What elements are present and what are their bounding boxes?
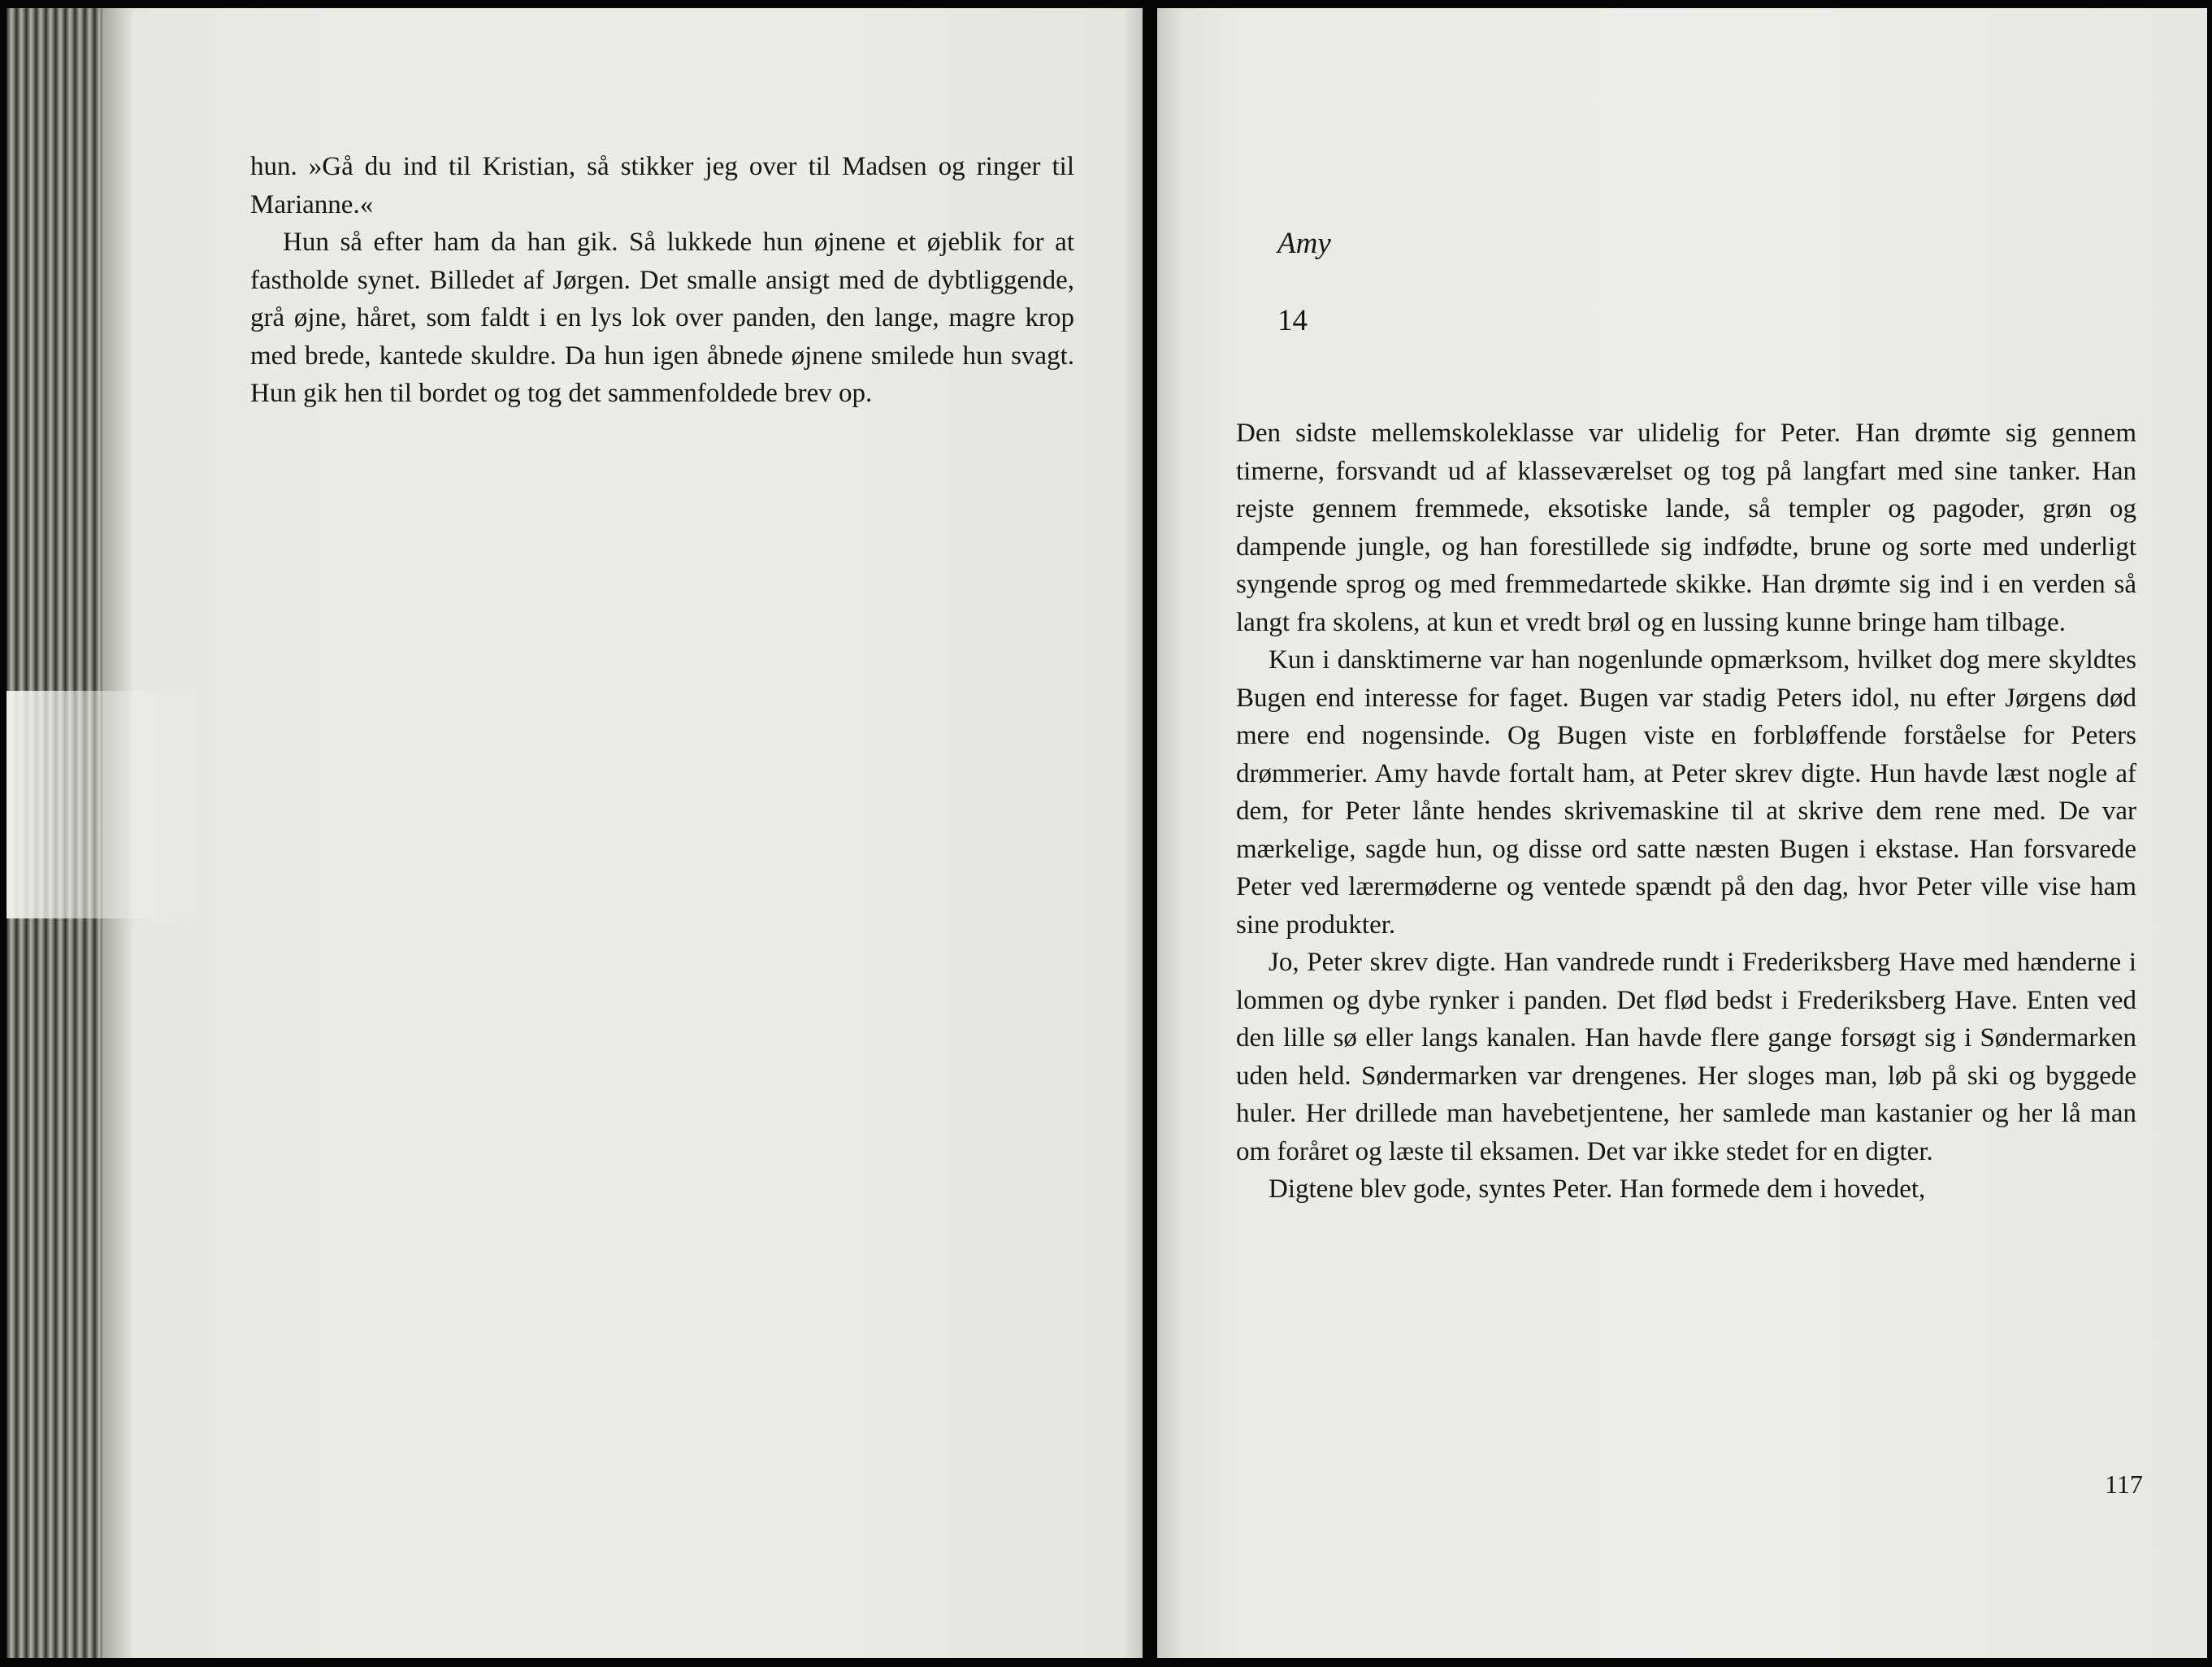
left-page-text bbox=[250, 148, 1074, 413]
gutter-shadow bbox=[1157, 8, 1182, 1658]
paragraph: Den sidste mellemskoleklasse var ulidelig for Peter. Han drømte sig gennem timerne, forsvandt ud af klasseværelset og tog på langfart med sine tanker. Han rejste gennem fremmede, eksotiske lande, så templer og pagoder, grøn og dampende jungle, og han forestillede sig indfødte, brune og sorte med underligt syngende sprog og med fremmedartede skikke. Han drømte sig ind i en verden så langt fra skolens, at kun et vredt brøl og en lussing kunne bringe ham tilbage. bbox=[1236, 419, 2136, 637]
paragraph: hun. »Gå du ind til Kristian, så stikker jeg over til Madsen og ringer til Marianne.« bbox=[250, 152, 1074, 219]
gutter-shadow bbox=[1123, 8, 1143, 1658]
paragraph: Kun i dansktimerne var han nogenlunde opmærksom, hvilket dog mere skyldtes Bugen end interesse for faget. Bugen var stadig Peters idol, nu efter Jørgens død mere end nogensinde. Og Bugen viste en forbløffende forståelse for Peters drømmerier. Amy havde fortalt ham, at Peter skrev digte. Hun havde læst nogle af dem, for Peter lånte hendes skrivemaskine til at skrive dem rene med. De var mærkelige, sagde hun, og disse ord satte næsten Bugen i ekstase. Han forsvarede Peter ved lærermøderne og ventede spændt på den dag, hvor Peter ville vise ham sine produkter. bbox=[1236, 645, 2136, 940]
paragraph: Digtene blev gode, syntes Peter. Han formede dem i hovedet, bbox=[1269, 1174, 1926, 1204]
paragraph: Jo, Peter skrev digte. Han vandrede rundt i Frederiksberg Have med hænderne i lommen og dybe rynker i panden. Det flød bedst i Frederiksberg Have. Enten ved den lille sø eller langs kanalen. Han havde flere gange forsøgt sig i Søndermarken uden held. Søndermarken var drengenes. Her sloges man, løb på ski og byggede huler. Her drillede man havebetjentene, her samlede man kastanier og her lå man om foråret og læste til eksamen. Det var ikke stedet for en digter. bbox=[1236, 948, 2136, 1166]
right-page bbox=[1157, 8, 2207, 1658]
chapter-number: 14 bbox=[1277, 304, 1308, 337]
light-reflection bbox=[7, 691, 202, 918]
left-page bbox=[7, 8, 1143, 1658]
chapter-title: Amy bbox=[1277, 227, 1331, 260]
page-number: 117 bbox=[2105, 1469, 2143, 1499]
right-page-text bbox=[1236, 415, 2136, 1209]
paragraph: Hun så efter ham da han gik. Så lukkede hun øjnene et øjeblik for at fastholde synet. Billedet af Jørgen. Det smalle ansigt med de dybtliggende, grå øjne, håret, som faldt i en lys lok over panden, den lange, magre krop med brede, kantede skuldre. Da hun igen åbnede øjnene smilede hun svagt. Hun gik hen til bordet og tog det sammenfoldede brev op. bbox=[250, 228, 1074, 408]
